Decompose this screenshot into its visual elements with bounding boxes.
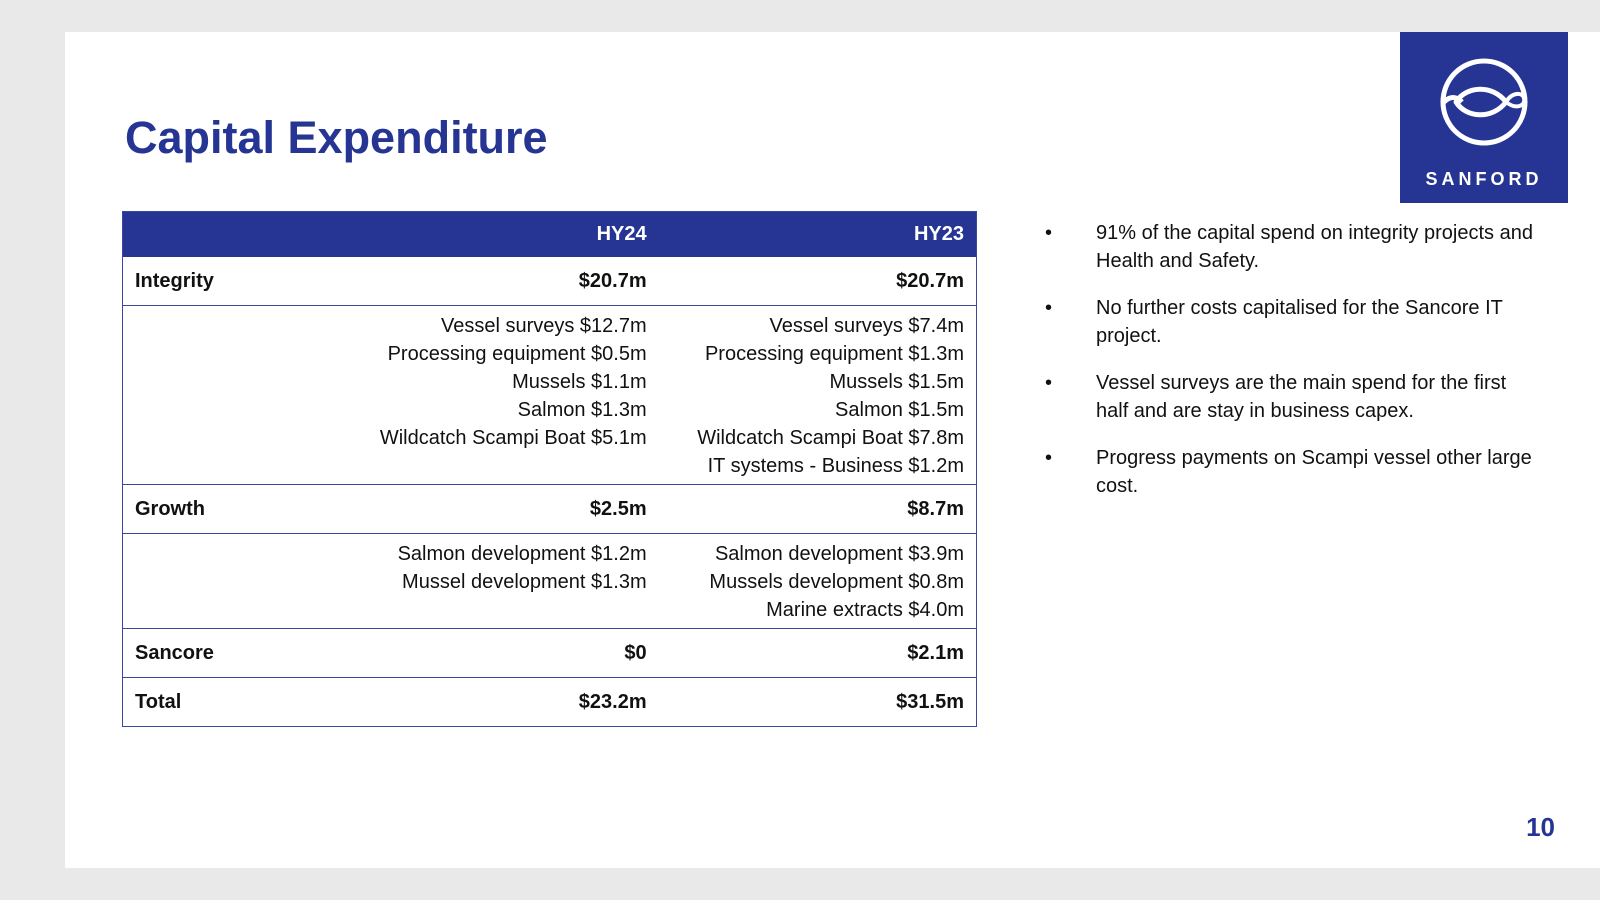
list-item	[1015, 444, 1535, 500]
integrity-detail-row	[123, 306, 977, 485]
integrity-detail-blank	[123, 306, 341, 485]
detail-item: Marine extracts $4.0m	[766, 599, 964, 621]
logo-wordmark: SANFORD	[1425, 169, 1543, 189]
total-hy23: $31.5m	[896, 690, 964, 713]
bullet-text: Progress payments on Scampi vessel other large cost.	[1096, 447, 1532, 497]
total-hy24: $23.2m	[578, 690, 647, 713]
detail-item: Vessel surveys $12.7m	[440, 315, 647, 337]
integrity-hy23-details	[659, 306, 977, 485]
header-hy24: HY24	[341, 212, 659, 258]
sancore-hy24: $0	[624, 641, 647, 664]
detail-item: Mussels $1.5m	[829, 371, 964, 393]
table-header-row	[123, 212, 977, 258]
growth-label: Growth	[135, 497, 205, 520]
sancore-row	[123, 629, 977, 678]
list-item	[1015, 369, 1535, 425]
integrity-label: Integrity	[135, 269, 214, 292]
growth-hy24: $2.5m	[589, 497, 647, 520]
list-item	[1015, 219, 1535, 275]
integrity-hy24-details	[341, 306, 659, 485]
detail-item: Salmon development $1.2m	[397, 543, 647, 565]
total-row	[123, 678, 977, 727]
list-item	[1015, 294, 1535, 350]
header-blank	[123, 212, 341, 258]
sanford-logo	[1400, 32, 1568, 203]
detail-item: Wildcatch Scampi Boat $5.1m	[379, 427, 647, 449]
bullet-text: 91% of the capital spend on integrity projects and Health and Safety.	[1096, 222, 1533, 272]
bullet-text: Vessel surveys are the main spend for the first half and are stay in business capex.	[1096, 372, 1507, 422]
detail-item: Salmon $1.5m	[835, 399, 964, 421]
page-title: Capital Expenditure	[125, 112, 548, 163]
slide	[65, 32, 1600, 868]
commentary-list	[1015, 219, 1535, 519]
detail-item: Mussels development $0.8m	[709, 571, 964, 593]
integrity-hy23: $20.7m	[896, 269, 964, 292]
integrity-row	[123, 257, 977, 306]
growth-detail-row	[123, 534, 977, 629]
header-hy23: HY23	[659, 212, 977, 258]
detail-item: Vessel surveys $7.4m	[769, 315, 964, 337]
detail-item: IT systems - Business $1.2m	[707, 455, 964, 477]
growth-row	[123, 485, 977, 534]
detail-item: Processing equipment $1.3m	[704, 343, 964, 365]
detail-item: Mussel development $1.3m	[402, 571, 647, 593]
sancore-label: Sancore	[135, 641, 214, 664]
growth-hy23-details	[659, 534, 977, 629]
bullet-icon: •	[1045, 372, 1053, 394]
growth-hy23: $8.7m	[907, 497, 964, 520]
bullet-icon: •	[1045, 222, 1053, 244]
detail-item: Processing equipment $0.5m	[387, 343, 647, 365]
capex-table	[122, 211, 977, 727]
detail-item: Wildcatch Scampi Boat $7.8m	[697, 427, 964, 449]
growth-hy24-details	[341, 534, 659, 629]
bullet-icon: •	[1045, 297, 1053, 319]
sancore-hy23: $2.1m	[907, 641, 964, 664]
bullet-icon: •	[1045, 447, 1053, 469]
growth-detail-blank	[123, 534, 341, 629]
page-number: 10	[1526, 812, 1555, 842]
integrity-hy24: $20.7m	[578, 269, 647, 292]
bullet-text: No further costs capitalised for the Sancore IT project.	[1096, 297, 1503, 347]
detail-item: Salmon development $3.9m	[714, 543, 964, 565]
detail-item: Mussels $1.1m	[512, 371, 647, 393]
total-label: Total	[135, 690, 182, 713]
detail-item: Salmon $1.3m	[517, 399, 647, 421]
